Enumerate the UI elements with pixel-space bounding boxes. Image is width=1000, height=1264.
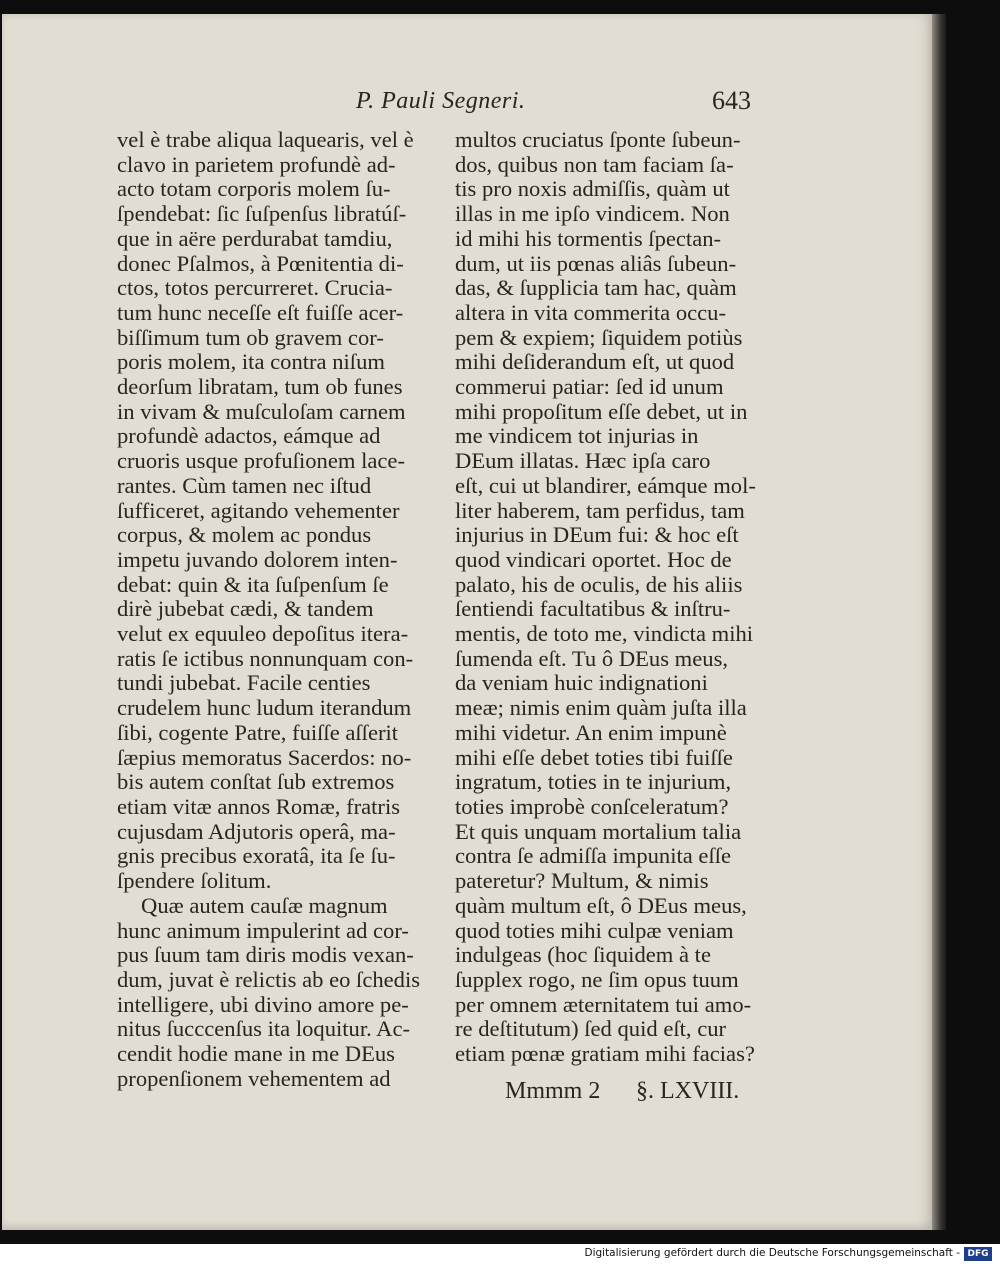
text-line: altera in vita commerita occu- — [455, 299, 726, 325]
text-line: biſſimum tum ob gravem cor- — [117, 324, 384, 350]
text-line: pateretur? Multum, & nimis — [455, 868, 709, 894]
text-line: toties improbè conſceleratum? — [455, 793, 729, 819]
text-line: injurius in DEum fui: & hoc eſt — [455, 522, 739, 548]
text-line: pus ſuum tam diris modis vexan- — [117, 942, 414, 968]
text-line: mihi propoſitum eſſe debet, ut in — [455, 398, 748, 424]
text-line: rantes. Cùm tamen nec iſtud — [117, 472, 372, 498]
text-line: vel è trabe aliqua laquearis, vel è — [117, 127, 414, 152]
text-line: debat: quin & ita ſuſpenſum ſe — [117, 571, 389, 597]
text-line: dirè jubebat cædi, & tandem — [117, 596, 374, 622]
right-text-column — [455, 128, 775, 1067]
text-line: ſentiendi facultatibus & inſtru- — [455, 596, 731, 622]
text-line: DEum illatas. Hæc ipſa caro — [455, 448, 711, 474]
text-line: quod vindicari oportet. Hoc de — [455, 546, 732, 572]
text-line: ſpendere ſolitum. — [117, 868, 272, 894]
text-line: mentis, de toto me, vindicta mihi — [455, 621, 754, 647]
text-line: acto totam corporis molem ſu- — [117, 176, 391, 202]
text-line: commerui patiar: ſed id unum — [455, 374, 724, 400]
text-line: ingratum, toties in te injurium, — [455, 769, 732, 795]
text-line: liter haberem, tam perfidus, tam — [455, 497, 745, 523]
running-head: P. Pauli Segneri. — [356, 88, 526, 114]
text-line: cendit hodie mane in me DEus — [117, 1041, 395, 1067]
text-line: ſpendebat: ſic ſuſpenſus libratúſ- — [117, 201, 407, 227]
text-line: tis pro noxis admiſſis, quàm ut — [455, 176, 730, 202]
catchword: §. LXVIII. — [636, 1078, 740, 1104]
text-line: palato, his de oculis, de his aliis — [455, 571, 743, 597]
text-line: das, & ſupplicia tam hac, quàm — [455, 275, 737, 301]
text-line: nitus ſucccenſus ita loquitur. Ac- — [117, 1016, 411, 1042]
text-line: tundi jubebat. Facile centies — [117, 670, 371, 696]
page-edge — [932, 14, 946, 1230]
text-line: deorſum libratam, tum ob funes — [117, 374, 403, 400]
text-line: etiam pœnæ gratiam mihi facias? — [455, 1041, 755, 1067]
text-line: intelligere, ubi divino amore pe- — [117, 991, 409, 1017]
text-line: etiam vitæ annos Romæ, fratris — [117, 793, 401, 819]
signature-mark: Mmmm 2 — [505, 1078, 601, 1104]
text-line: impetu juvando dolorem inten- — [117, 546, 398, 572]
text-line: poris molem, ita contra niſum — [117, 349, 385, 375]
text-line: que in aëre perdurabat tamdiu, — [117, 225, 393, 251]
text-line: ſufficeret, agitando vehementer — [117, 497, 400, 523]
text-line: mihi videtur. An enim impunè — [455, 719, 727, 745]
text-line: in vivam & muſculoſam carnem — [117, 398, 406, 424]
text-line: eſt, cui ut blandirer, eámque mol- — [455, 472, 756, 498]
text-line: ratis ſe ictibus nonnunquam con- — [117, 645, 414, 671]
text-line: hunc animum impulerint ad cor- — [117, 917, 409, 943]
text-line: indulgeas (hoc ſiquidem à te — [455, 942, 711, 968]
text-line: contra ſe admiſſa impunita eſſe — [455, 843, 732, 869]
text-line: da veniam huic indignationi — [455, 670, 708, 696]
text-line: id mihi his tormentis ſpectan- — [455, 225, 722, 251]
text-line: mihi eſſe debet toties tibi fuiſſe — [455, 744, 733, 770]
text-line: crudelem hunc ludum iterandum — [117, 695, 412, 721]
text-line: velut ex equuleo depoſitus itera- — [117, 621, 409, 647]
text-line: Quæ autem cauſæ magnum — [141, 892, 388, 918]
text-line: me vindicem tot injurias in — [455, 423, 699, 449]
text-line: multos cruciatus ſponte ſubeun- — [455, 127, 741, 152]
text-line: quàm multum eſt, ô DEus meus, — [455, 892, 747, 918]
text-line: ſæpius memoratus Sacerdos: no- — [117, 744, 412, 770]
text-line: clavo in parietem profundè ad- — [117, 151, 396, 177]
text-line: dum, juvat è relictis ab eo ſchedis — [117, 966, 421, 992]
text-line: meæ; nimis enim quàm juſta illa — [455, 695, 747, 721]
text-line: donec Pſalmos, à Pœnitentia di- — [117, 250, 404, 276]
text-line: per omnem æternitatem tui amo- — [455, 991, 752, 1017]
text-line: re deſtitutum) ſed quid eſt, cur — [455, 1016, 727, 1042]
text-line: dum, ut iis pœnas aliâs ſubeun- — [455, 250, 737, 276]
text-line: profundè adactos, eámque ad — [117, 423, 381, 449]
text-line: pem & expiem; ſiquidem potiùs — [455, 324, 743, 350]
text-line: propenſionem vehementem ad — [117, 1065, 391, 1091]
text-line: dos, quibus non tam faciam ſa- — [455, 151, 734, 177]
page-number: 643 — [712, 86, 751, 115]
text-line: ſupplex rogo, ne ſim opus tuum — [455, 966, 739, 992]
text-line: ſumenda eſt. Tu ô DEus meus, — [455, 645, 729, 671]
text-line: corpus, & molem ac pondus — [117, 522, 372, 548]
text-line: quod toties mihi culpæ veniam — [455, 917, 734, 943]
text-line: ſibi, cogente Patre, fuiſſe aſſerit — [117, 719, 399, 745]
credit-line: Digitalisierung gefördert durch die Deutsche Forschungsgemeinschaft - — [584, 1247, 960, 1259]
text-line: cruoris usque profuſionem lace- — [117, 448, 405, 474]
dfg-logo: DFG — [964, 1247, 992, 1261]
text-line: tum hunc neceſſe eſt fuiſſe acer- — [117, 299, 404, 325]
text-line: cujusdam Adjutoris operâ, ma- — [117, 818, 396, 844]
text-line: illas in me ipſo vindicem. Non — [455, 201, 730, 227]
digitization-credit-bar — [0, 1244, 1000, 1264]
left-text-column — [117, 128, 437, 1091]
text-line: Et quis unquam mortalium talia — [455, 818, 742, 844]
text-line: mihi deſiderandum eſt, ut quod — [455, 349, 735, 375]
text-line: gnis precibus exoratâ, ita ſe ſu- — [117, 843, 396, 869]
text-line: bis autem conſtat ſub extremos — [117, 769, 395, 795]
text-line: ctos, totos percurreret. Crucia- — [117, 275, 393, 301]
